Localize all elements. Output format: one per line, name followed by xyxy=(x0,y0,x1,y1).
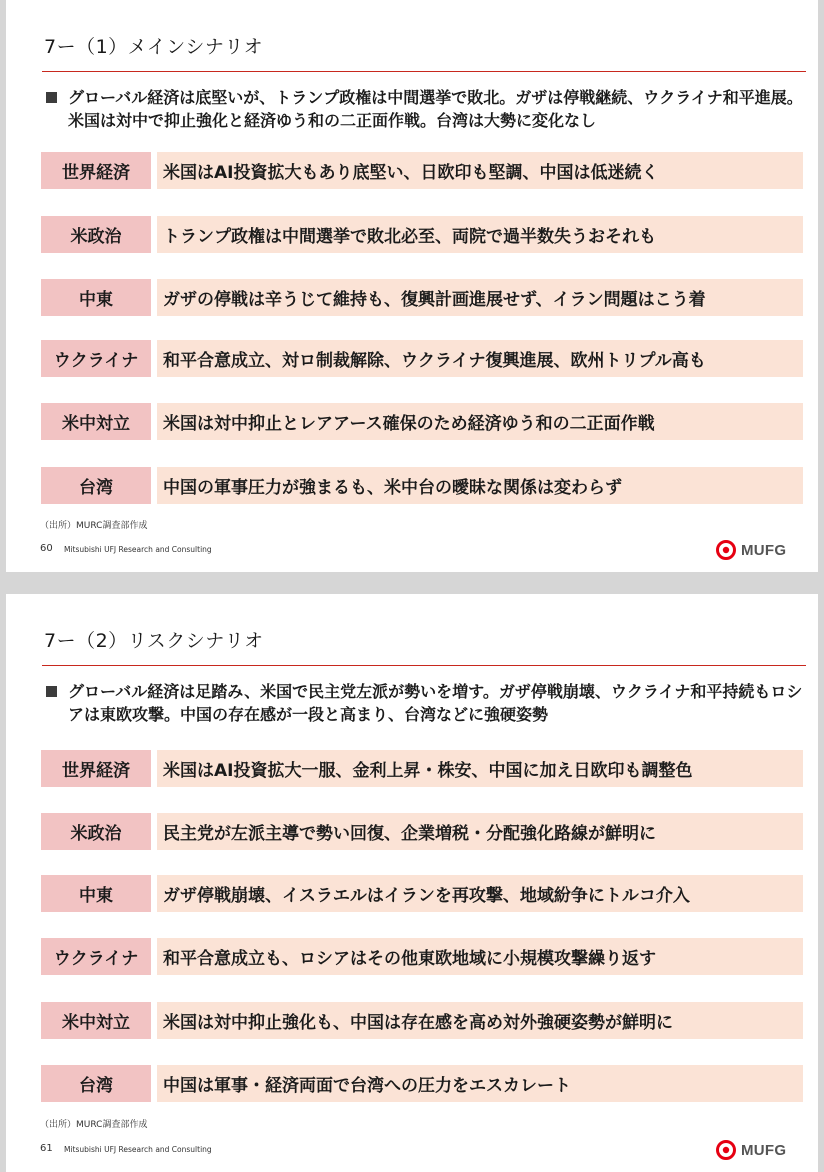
title-divider xyxy=(42,71,806,72)
row-label: 世界経済 xyxy=(41,152,151,189)
mufg-mark-icon xyxy=(716,1140,736,1160)
table-row xyxy=(41,216,803,253)
row-label: 米中対立 xyxy=(41,1002,151,1039)
square-bullet-icon xyxy=(46,92,57,103)
row-text: 和平合意成立、対ロ制裁解除、ウクライナ復興進展、欧州トリプル高も xyxy=(157,340,803,377)
table-row xyxy=(41,750,803,787)
row-text: ガザ停戦崩壊、イスラエルはイランを再攻撃、地域紛争にトルコ介入 xyxy=(157,875,803,912)
row-label: 中東 xyxy=(41,279,151,316)
row-text: 中国は軍事・経済両面で台湾への圧力をエスカレート xyxy=(157,1065,803,1102)
table-row xyxy=(41,152,803,189)
mufg-logo xyxy=(716,1140,806,1160)
table-row xyxy=(41,467,803,504)
row-text: 民主党が左派主導で勢い回復、企業増税・分配強化路線が鮮明に xyxy=(157,813,803,850)
page-number: 60 xyxy=(40,543,53,554)
row-label: ウクライナ xyxy=(41,340,151,377)
row-label: 米政治 xyxy=(41,216,151,253)
row-text: 米国は対中抑止強化も、中国は存在感を高め対外強硬姿勢が鮮明に xyxy=(157,1002,803,1039)
row-text: 米国はAI投資拡大一服、金利上昇・株安、中国に加え日欧印も調整色 xyxy=(157,750,803,787)
row-text: ガザの停戦は辛うじて維持も、復興計画進展せず、イラン問題はこう着 xyxy=(157,279,803,316)
table-row xyxy=(41,875,803,912)
table-row xyxy=(41,340,803,377)
row-text: 米国はAI投資拡大もあり底堅い、日欧印も堅調、中国は低迷続く xyxy=(157,152,803,189)
logo-text: MUFG xyxy=(741,1141,787,1159)
row-text: 中国の軍事圧力が強まるも、米中台の曖昧な関係は変わらず xyxy=(157,467,803,504)
summary-bullet xyxy=(46,680,814,726)
row-label: 世界経済 xyxy=(41,750,151,787)
row-label: 中東 xyxy=(41,875,151,912)
slide-main-scenario xyxy=(6,0,818,572)
company-name: Mitsubishi UFJ Research and Consulting xyxy=(64,1145,212,1154)
slide-risk-scenario xyxy=(6,594,818,1172)
mufg-logo xyxy=(716,540,806,560)
table-row xyxy=(41,403,803,440)
row-text: 和平合意成立も、ロシアはその他東欧地域に小規模攻撃繰り返す xyxy=(157,938,803,975)
logo-text: MUFG xyxy=(741,541,787,559)
summary-text: グローバル経済は足踏み、米国で民主党左派が勢いを増す。ガザ停戦崩壊、ウクライナ和平持続もロシアは東欧攻撃。中国の存在感が一段と高まり、台湾などに強硬姿勢 xyxy=(68,682,803,724)
table-row xyxy=(41,1002,803,1039)
row-label: 米政治 xyxy=(41,813,151,850)
table-row xyxy=(41,1065,803,1102)
row-label: 台湾 xyxy=(41,467,151,504)
square-bullet-icon xyxy=(46,686,57,697)
title-divider xyxy=(42,665,806,666)
company-name: Mitsubishi UFJ Research and Consulting xyxy=(64,545,212,554)
table-row xyxy=(41,938,803,975)
source-note: （出所）MURC調査部作成 xyxy=(40,521,148,531)
row-label: 米中対立 xyxy=(41,403,151,440)
source-note: （出所）MURC調査部作成 xyxy=(40,1120,148,1130)
table-row xyxy=(41,813,803,850)
slide-title: 7ー（1）メインシナリオ xyxy=(44,36,264,58)
row-label: 台湾 xyxy=(41,1065,151,1102)
summary-text: グローバル経済は底堅いが、トランプ政権は中間選挙で敗北。ガザは停戦継続、ウクライナ和平進展。米国は対中で抑止強化と経済ゆう和の二正面作戦。台湾は大勢に変化なし xyxy=(68,88,803,130)
summary-bullet xyxy=(46,86,814,132)
row-text: トランプ政権は中間選挙で敗北必至、両院で過半数失うおそれも xyxy=(157,216,803,253)
slide-title: 7ー（2）リスクシナリオ xyxy=(44,630,264,652)
row-label: ウクライナ xyxy=(41,938,151,975)
table-row xyxy=(41,279,803,316)
page-number: 61 xyxy=(40,1143,53,1154)
row-text: 米国は対中抑止とレアアース確保のため経済ゆう和の二正面作戦 xyxy=(157,403,803,440)
mufg-mark-icon xyxy=(716,540,736,560)
